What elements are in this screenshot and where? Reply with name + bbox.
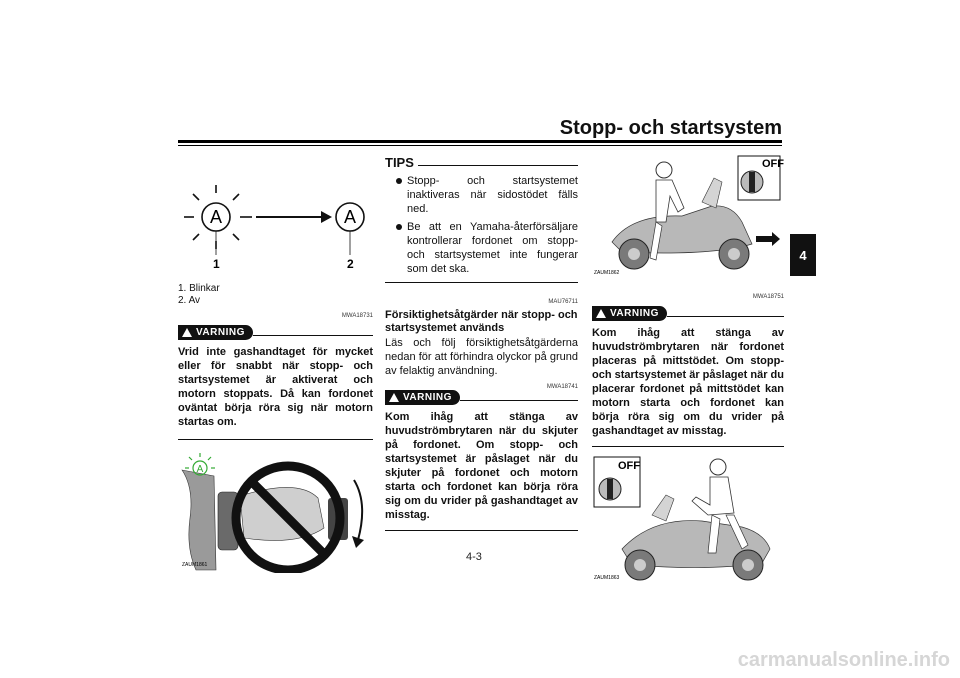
tips-heading: TIPS [385, 156, 578, 170]
bullet-icon [396, 224, 402, 230]
warning-label: VARNING [610, 307, 659, 319]
warning-triangle-icon [182, 328, 192, 337]
chapter-tab[interactable]: 4 [790, 234, 816, 276]
warning-header [178, 325, 373, 340]
warning-code: MWA18741 [546, 384, 578, 390]
off-label: OFF [618, 460, 640, 472]
page-number: 4-3 [466, 551, 482, 563]
warning-triangle-icon [596, 309, 606, 318]
warning-badge [592, 306, 667, 321]
warning-text: Kom ihåg att stänga av huvudströmbrytaren när du skjuter på fordonet. Om stopp- och startsystemet är påslaget när du skjuter på fordonet och motorn starta och fordonet kan börja röra sig om du vrider på gashandtaget av misstag. [385, 411, 578, 521]
off-label: OFF [762, 158, 784, 170]
footer-url[interactable]: carmanualsonline.info [737, 649, 950, 671]
section-heading: Försiktighetsåtgärder när stopp- och startsystemet används [385, 309, 578, 334]
figure-code: ZAUM1863 [594, 575, 620, 581]
arrow-right-icon [756, 232, 780, 246]
bullet-icon [396, 178, 402, 184]
warning-text: Kom ihåg att stänga av huvudströmbrytaren när fordonet placeras på mittstödet. Om stopp- och startsystemet är påslaget när du placerar fordonet på mittstödet kan motorn starta och fordonet kan börja röra sig om du vrider på gashandtaget av misstag. [592, 327, 784, 437]
column-1 [178, 160, 373, 577]
tips-item: Be att en Yamaha-återförsäljare kontrollerar fordonet om stopp- och startsystemet inte fungerar som det ska. [385, 220, 578, 276]
warning-text: Vrid inte gashandtaget för mycket eller för snabbt när stopp- och startsystemet är aktiverat och motorn stoppats. Då kan fordonet oväntat börja röra sig när motorn startas om. [178, 346, 373, 428]
section-code: MAU76711 [548, 299, 578, 305]
indicator-figure [178, 160, 373, 275]
page-title: Stopp- och startsystem [559, 117, 782, 139]
title-rule [178, 140, 782, 143]
pushing-scooter-figure [592, 152, 784, 280]
tips-list [385, 174, 578, 276]
warning-badge [385, 390, 460, 405]
callout-2: 2 [347, 257, 354, 271]
figure-code: ZAUM1862 [594, 270, 620, 276]
letter-a-left: A [209, 207, 223, 227]
legend-item: 2. Av [178, 295, 201, 306]
figure-code: ZAUM1861 [182, 562, 208, 568]
warning-header [592, 306, 784, 321]
warning-badge [178, 325, 253, 340]
section-body: Läs och följ försiktighetsåtgärderna nedan för att förhindra olyckor på grund av felaktig användning. [385, 337, 578, 377]
column-3 [592, 152, 784, 587]
legend [178, 283, 373, 307]
title-rule-thin [178, 145, 782, 146]
callout-1: 1 [213, 257, 220, 271]
indicator-letter: A [196, 464, 204, 475]
center-stand-figure [592, 453, 784, 583]
warning-code: MWA18731 [341, 313, 373, 319]
letter-a-right: A [343, 207, 357, 227]
warning-triangle-icon [389, 393, 399, 402]
arrow-icon [321, 211, 332, 223]
warning-label: VARNING [403, 391, 452, 403]
warning-code: MWA18751 [752, 294, 784, 300]
throttle-figure [178, 448, 373, 573]
column-2 [385, 156, 578, 531]
warning-label: VARNING [196, 326, 245, 338]
tips-item: Stopp- och startsystemet inaktiveras när sidostödet fälls ned. [385, 174, 578, 216]
legend-item: 1. Blinkar [178, 283, 220, 294]
